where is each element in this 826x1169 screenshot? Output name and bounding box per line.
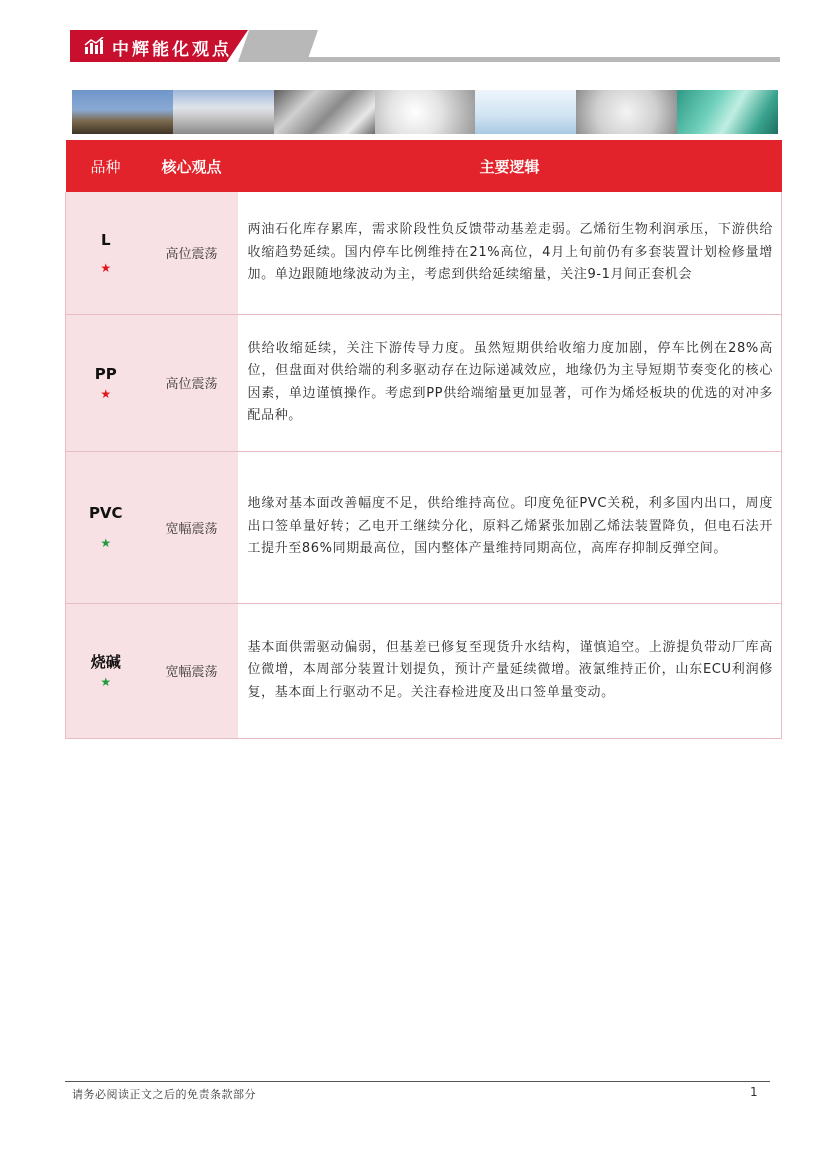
- chemical-container-photo: [475, 90, 576, 134]
- product-cell: [66, 603, 146, 738]
- logic-cell: 基本面供需驱动偏弱，但基差已修复至现货升水结构，谨慎追空。上游提负带动厂库高位微增，本周部分装置计划提负，预计产量延续微增。液氯维持正价，山东ECU利润修复，基本面上行驱动不足。关注春检进度及出口签单量变动。: [238, 603, 782, 738]
- logic-cell: 地缘对基本面改善幅度不足，供给维持高位。印度免征PVC关税，利多国内出口，周度出口签单量好转；乙电开工继续分化，原料乙烯紧张加剧乙烯法装置降负，但电石法开工提升至86%同期最高位，国内整体产量维持同期高位，高库存抑制反弹空间。: [238, 451, 782, 603]
- logic-cell: 两油石化库存累库，需求阶段性负反馈带动基差走弱。乙烯衍生物利润承压，下游供给收缩趋势延续。国内停车比例维持在21%高位，4月上旬前仍有多套装置计划检修量增加。单边跟随地缘波动为主，考虑到供给延续缩量，关注9-1月间正套机会: [238, 192, 782, 314]
- header-core-view: 核心观点: [146, 140, 238, 192]
- star-icon: ★: [100, 674, 112, 689]
- header-product: 品种: [66, 140, 146, 192]
- view-cell: [146, 451, 238, 603]
- star-icon: ★: [100, 386, 112, 401]
- footer-disclaimer: 请务必阅读正文之后的免责条款部分: [72, 1088, 256, 1101]
- product-cell: [66, 451, 146, 603]
- report-header-banner: [70, 30, 780, 62]
- view-cell: [146, 603, 238, 738]
- pellets-photo: [375, 90, 476, 134]
- pipes-photo: [274, 90, 375, 134]
- viewpoint-table: [65, 140, 782, 739]
- core-view: 高位震荡: [165, 377, 218, 392]
- product-cell: [66, 314, 146, 451]
- view-cell: [146, 192, 238, 314]
- table-header-row: [66, 140, 782, 192]
- footer-rule: [65, 1081, 770, 1082]
- product-name: L: [100, 230, 111, 249]
- table-row: [66, 192, 782, 314]
- granules-photo: [576, 90, 677, 134]
- page-number: 1: [750, 1085, 758, 1099]
- oil-pumpjack-photo: [72, 90, 173, 134]
- header-main-logic: 主要逻辑: [238, 140, 782, 192]
- header-grey-rule: [306, 57, 780, 62]
- product-name: PP: [94, 364, 117, 383]
- table-row: [66, 603, 782, 738]
- lpg-tank-photo: [173, 90, 274, 134]
- core-view: 宽幅震荡: [165, 665, 218, 680]
- view-cell: [146, 314, 238, 451]
- table-row: [66, 314, 782, 451]
- table-row: [66, 451, 782, 603]
- core-view: 宽幅震荡: [165, 521, 218, 537]
- logic-cell: 供给收缩延续，关注下游传导力度。虽然短期供给收缩力度加剧，停车比例在28%高位，但盘面对供给端的利多驱动存在边际递减效应，地缘仍为主导短期节奏变化的核心因素，单边谨慎操作。考虑到PP供给端缩量更加显著，可作为烯烃板块的优选的对冲多配品种。: [238, 314, 782, 451]
- core-view: 高位震荡: [165, 247, 218, 263]
- product-photo-strip: [72, 90, 778, 134]
- bar-chart-icon: [84, 37, 104, 55]
- product-name: 烧碱: [90, 652, 121, 671]
- star-icon: ★: [100, 536, 112, 550]
- header-title: 中辉能化观点: [112, 40, 232, 60]
- glass-sheets-photo: [677, 90, 778, 134]
- product-cell: [66, 192, 146, 314]
- star-icon: ★: [100, 260, 112, 275]
- product-name: PVC: [88, 504, 123, 522]
